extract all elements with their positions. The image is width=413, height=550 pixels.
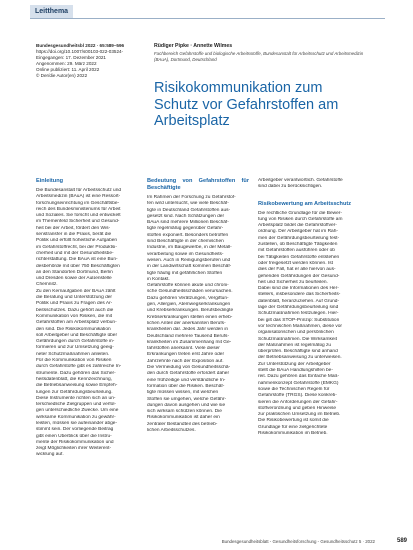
section-header-bar [30,5,385,19]
section-heading-introduction: Einleitung [36,178,64,184]
text-line: Die Bundesanstalt für Arbeitsschutz und [36,188,122,193]
text-line: und Soziales. Sie forscht und entwickelt [36,213,121,219]
text-line: Jahrzehnte nach der Exposition auf. [147,358,224,364]
section-heading-significance: Bedeutung von Gefahrstoffen für Beschäftigte [147,178,249,191]
middle-body-text [147,195,249,434]
online-date: Online publiziert: 11. April 2022 [36,67,100,73]
column-left [36,178,138,459]
text-line: dies der Fall, hat er alle hiervon aus- [258,267,336,273]
text-line: Im Rahmen der Forschung zu Gefahrstof- [147,195,236,200]
text-line: mit Gefahrstoffen ausführen oder ob [258,248,335,254]
text-line: dungen davon ausgehen und wie sie [147,402,226,408]
text-line: den sind. Die Risikokommunikation [36,326,111,332]
text-line: und Dresden sowie der Außenstelle [36,276,112,282]
text-line: in Kontakt. [147,276,170,282]
text-line: gesetzt sind. Nach Schätzungen der [147,213,225,219]
text-line: zustellen, ob Beschäftigte Tätigkeiten [258,242,338,248]
text-line: der Betriebsanweisung zu unterweisen. [258,355,342,361]
text-line: Politik und Praxis zu Fragen des Ar- [36,301,113,307]
text-line: Dabei sind die Informationen des Her- [258,286,339,292]
text-line: Diese Instrumente richten sich an un- [36,395,116,401]
text-line: eine frühzeitige und verständliche In- [147,377,226,383]
text-line: Gefahrstoffe können akute und chroni- [147,283,229,289]
text-line: im Themenfeld Sicherheit und Gesund- [36,219,120,225]
text-line: tung von Risiken durch Gefahrstoffe am [258,216,343,222]
text-line: wirksame Kommunikation zu gewähr- [36,414,116,420]
section-tag: Leitthema [30,5,73,18]
text-line: Arbeitsplatz bildet die Gefahrstoffver- [258,223,337,229]
text-line: an den Standorten Dortmund, Berlin [36,269,113,275]
right-body-text [258,211,360,438]
text-line: Dazu gehören Verätzungen, Vergiftun- [147,295,229,301]
text-line: krankheiten dar. Jedes Jahr werden in [147,327,229,333]
text-line: Erkrankungen treten erst Jahre oder [147,352,225,358]
text-line: BAuA sind mehrere Millionen Beschäf- [147,220,229,226]
text-line: fahrstoffen anerkannt. Viele dieser [147,346,220,352]
text-line: desbehörde mit über 750 Beschäftigten [36,263,120,269]
accepted-date: Angenommen: 29. März 2022 [36,61,97,67]
column-middle [147,178,249,434]
page-number: 589 [396,538,407,544]
text-line: Die Risikobewertung ist somit die [258,418,329,424]
text-line: Risikokommunikation im Betrieb. [258,430,328,436]
text-line: im Gefahrstoffrecht, bei der Produktsi- [36,244,117,250]
text-line: bei Tätigkeiten Gefahrstoffe entstehen [258,254,340,260]
right-continuation-text [258,178,360,191]
text-line: terschiedliche Zielgruppen und verfol- [36,402,116,408]
text-line: krankheiten im Zusammenhang mit Ge- [147,339,232,345]
text-line: die Betriebsanweisung sowie Empfeh- [36,383,118,389]
text-line: Die rechtliche Grundlage für die Bewer- [258,210,342,216]
text-line: leisten, müssen sie aufeinander abge- [36,420,118,426]
text-line: formieren und zur Umsetzung geeig- [36,345,114,351]
text-line: neter Schutzmaßnahmen anleiten. [36,351,110,357]
text-line: Schutzmaßnahmen festzulegen. Hier- [258,311,339,317]
title-line-1: Risikokommunikation zum [154,80,323,96]
text-line: Arbeitgeber verantwortlich. Gefahrstoffe [258,178,343,183]
text-line: überprüfen. Beschäftigte sind anhand [258,349,338,355]
text-line: Stoffen sie umgehen, welche Gefähr- [147,396,227,402]
text-line: Grundlage für eine zielgerichtete [258,424,328,430]
text-line: stellt die BAuA Handlungshilfen be- [258,368,333,374]
text-line: forschungseinrichtung im Geschäftsbe- [36,200,120,206]
text-line: sind Beschäftigte in der chemischen [147,239,224,245]
text-line: Kommunikation von Risiken, die mit [36,313,112,319]
text-line: zentraler Bestandteil des betrieb- [147,421,218,427]
text-line: reit. Dazu gehören das Einfache Maß- [258,374,340,380]
text-line: Zu den Kernaufgaben der BAuA zählt [36,288,116,294]
text-line: Zur Unterstützung der Arbeitgeber [258,361,331,367]
text-line: gehenden Gefährdungen der Gesund- [258,273,340,279]
text-line: soll Arbeitgeber und Beschäftigte über [36,332,118,338]
received-date: Eingegangen: 17. Dezember 2021 [36,55,106,61]
author-names: Rüdiger Pipke · Annette Wilmes [154,43,233,49]
author-block [154,43,379,63]
text-line: stimmt sein. Der vorliegende Beitrag [36,427,114,433]
text-line: fen wird untersucht, wie viele Beschäf- [147,201,229,207]
text-line: Für die Kommunikation von Risiken [36,358,112,364]
text-line: sieren die Anforderungen der Gefahr- [258,399,338,405]
text-line: Gefahrstoffen am Arbeitsplatz verbun- [36,320,117,326]
text-line: tigte in Deutschland Gefahrstoffen aus- [147,207,231,213]
text-line: organisatorischen und persönlichen [258,330,334,336]
text-line: gibt einen Überblick über die Instru- [36,433,112,439]
text-line: wesen. Auch in Reinigungsberufen und [147,257,231,263]
text-line: vor technischen Maßnahmen, diese vor [258,323,342,329]
column-right [258,178,360,437]
text-line: strumente. Dazu gehören das Sicher- [36,370,116,376]
section-heading-risk-assessment: Risikobewertung am Arbeitsschutz [258,200,352,207]
doi-link[interactable]: https://doi.org/10.1007/s00103-022-03524- [36,49,124,55]
text-line: sche Gesundheitsschäden verursachen. [147,289,233,295]
text-line: formation über die Risiken. Beschäf- [147,383,225,389]
text-line: nahmenkonzept Gefahrstoffe (EMKG) [258,380,339,386]
text-line: stoffverordnung und geben Hinweise [258,405,337,411]
text-line: Krebserkrankungen stellen einen erheb- [147,314,233,320]
text-line: sowie die Technischen Regeln für [258,386,330,392]
text-line: zeigt Möglichkeiten ihrer Weiterent- [36,446,112,452]
text-line: ordnung. Der Arbeitgeber hat im Rah- [258,229,338,235]
text-line: Gefahrstoffe (TRGS). Diese konkreti- [258,393,337,399]
text-line: lichen Arbeitsschutzes. [147,427,196,433]
text-line: sich wirksam schützen können. Die [147,409,222,415]
text-line: lungen zur Gefährdungsbeurteilung. [36,389,113,395]
text-line: Die Vermeidung von Gesundheitsschä- [147,365,231,371]
footer-journal: Bundesgesundheitsblatt - Gesundheitsforschung - Gesundheitsschutz 5 · 2022 [221,539,375,544]
text-line: Deutschland mehrere Tausend Berufs- [147,333,230,339]
title-line-2: Schutz vor Gefahrstoffen am [154,96,339,113]
copyright-note: © Der/die Autor(en) 2022 [36,73,88,79]
text-line: verarbeitung sowie im Gesundheits- [147,251,224,257]
text-line: cherheit und mit der Gesundheitsbe- [36,250,114,256]
text-line: stoffen exponiert. Besonders betroffen [147,232,229,238]
text-line: die Beratung und Unterstützung der [36,295,113,301]
text-line: durch Gefahrstoffe gibt es zahlreiche In- [36,364,122,370]
article-title [154,80,379,130]
text-line: den durch Gefahrstoffe erfordert daher [147,371,230,377]
text-line: tigte häufig mit gefährlichen Stoffen [147,270,223,276]
text-line: heitsdatenblatt, die Kennzeichnung, [36,376,113,382]
text-line: richterstattung. Die BAuA ist eine Bun- [36,257,118,263]
text-line: in der Landwirtschaft kommen Beschäf- [147,264,232,270]
text-line: und Krebserkrankungen. Berufsbedingte [147,308,234,314]
text-line: Gefährdungen durch Gefahrstoffe in- [36,339,115,345]
article-meta [36,43,140,80]
text-line: Schutzmaßnahmen. Die Wirksamkeit [258,336,337,342]
page-footer [0,538,413,550]
title-line-3: Arbeitsplatz [154,113,230,129]
text-line: heit bei der Arbeit, fördert den Wis- [36,225,111,231]
text-line: tigte regelmäßig gegenüber Gefahr- [147,226,224,232]
text-line: heit und Sicherheit zu beurteilen. [258,279,328,285]
text-line: reich des Bundesministeriums für Arbeit [36,206,121,212]
text-line: beitsschutzes. Dazu gehört auch die [36,307,114,313]
text-line: gen unterschiedliche Zwecke. Um eine [36,408,119,414]
text-line: zur praktischen Umsetzung im Betrieb. [258,412,341,418]
left-body-text [36,188,138,459]
text-line: Politik und erfüllt hoheitliche Aufgaben [36,238,118,244]
text-line: datenblatt, heranzuziehen. Auf Grund- [258,298,340,304]
text-line: bei gilt das STOP-Prinzip: Substitution [258,317,340,323]
text-line: Risikokommunikation ist daher ein [147,415,220,421]
text-line: men der Gefährdungsbeurteilung fest- [258,235,340,241]
text-line: senstransfer in die Praxis, berät die [36,232,112,238]
text-line: der Maßnahmen ist regelmäßig zu [258,342,332,348]
text-line: Chemnitz. [36,282,58,288]
text-line: sind dabei zu berücksichtigen. [258,184,323,190]
text-line: Industrie, im Baugewerbe, in der Metall- [147,245,232,251]
text-line: wicklung auf. [36,452,64,458]
text-line: lichen Anteil der anerkannten Berufs- [147,320,226,326]
text-line: lage der Gefährdungsbeurteilung sind [258,305,339,311]
journal-citation: Bundesgesundheitsbl 2022 · 65:589–596 [36,43,125,48]
text-line: tigte müssen wissen, mit welchen [147,390,219,396]
author-affiliation: Fachbereich Gefahrstoffe und biologische Arbeitsstoffe, Bundesanstalt für Arbeitsschutz und Arbeitsmedizin (BAuA), Dortmund, Deutschland [154,51,364,63]
text-line: oder freigesetzt werden können. Ist [258,260,333,266]
text-line: Arbeitsmedizin (BAuA) ist eine Ressort- [36,194,121,200]
text-line: stellers, insbesondere das Sicherheits- [258,292,341,298]
text-line: mente der Risikokommunikation und [36,439,114,445]
text-line: gen, Allergien, Atemwegserkrankungen [147,302,231,308]
